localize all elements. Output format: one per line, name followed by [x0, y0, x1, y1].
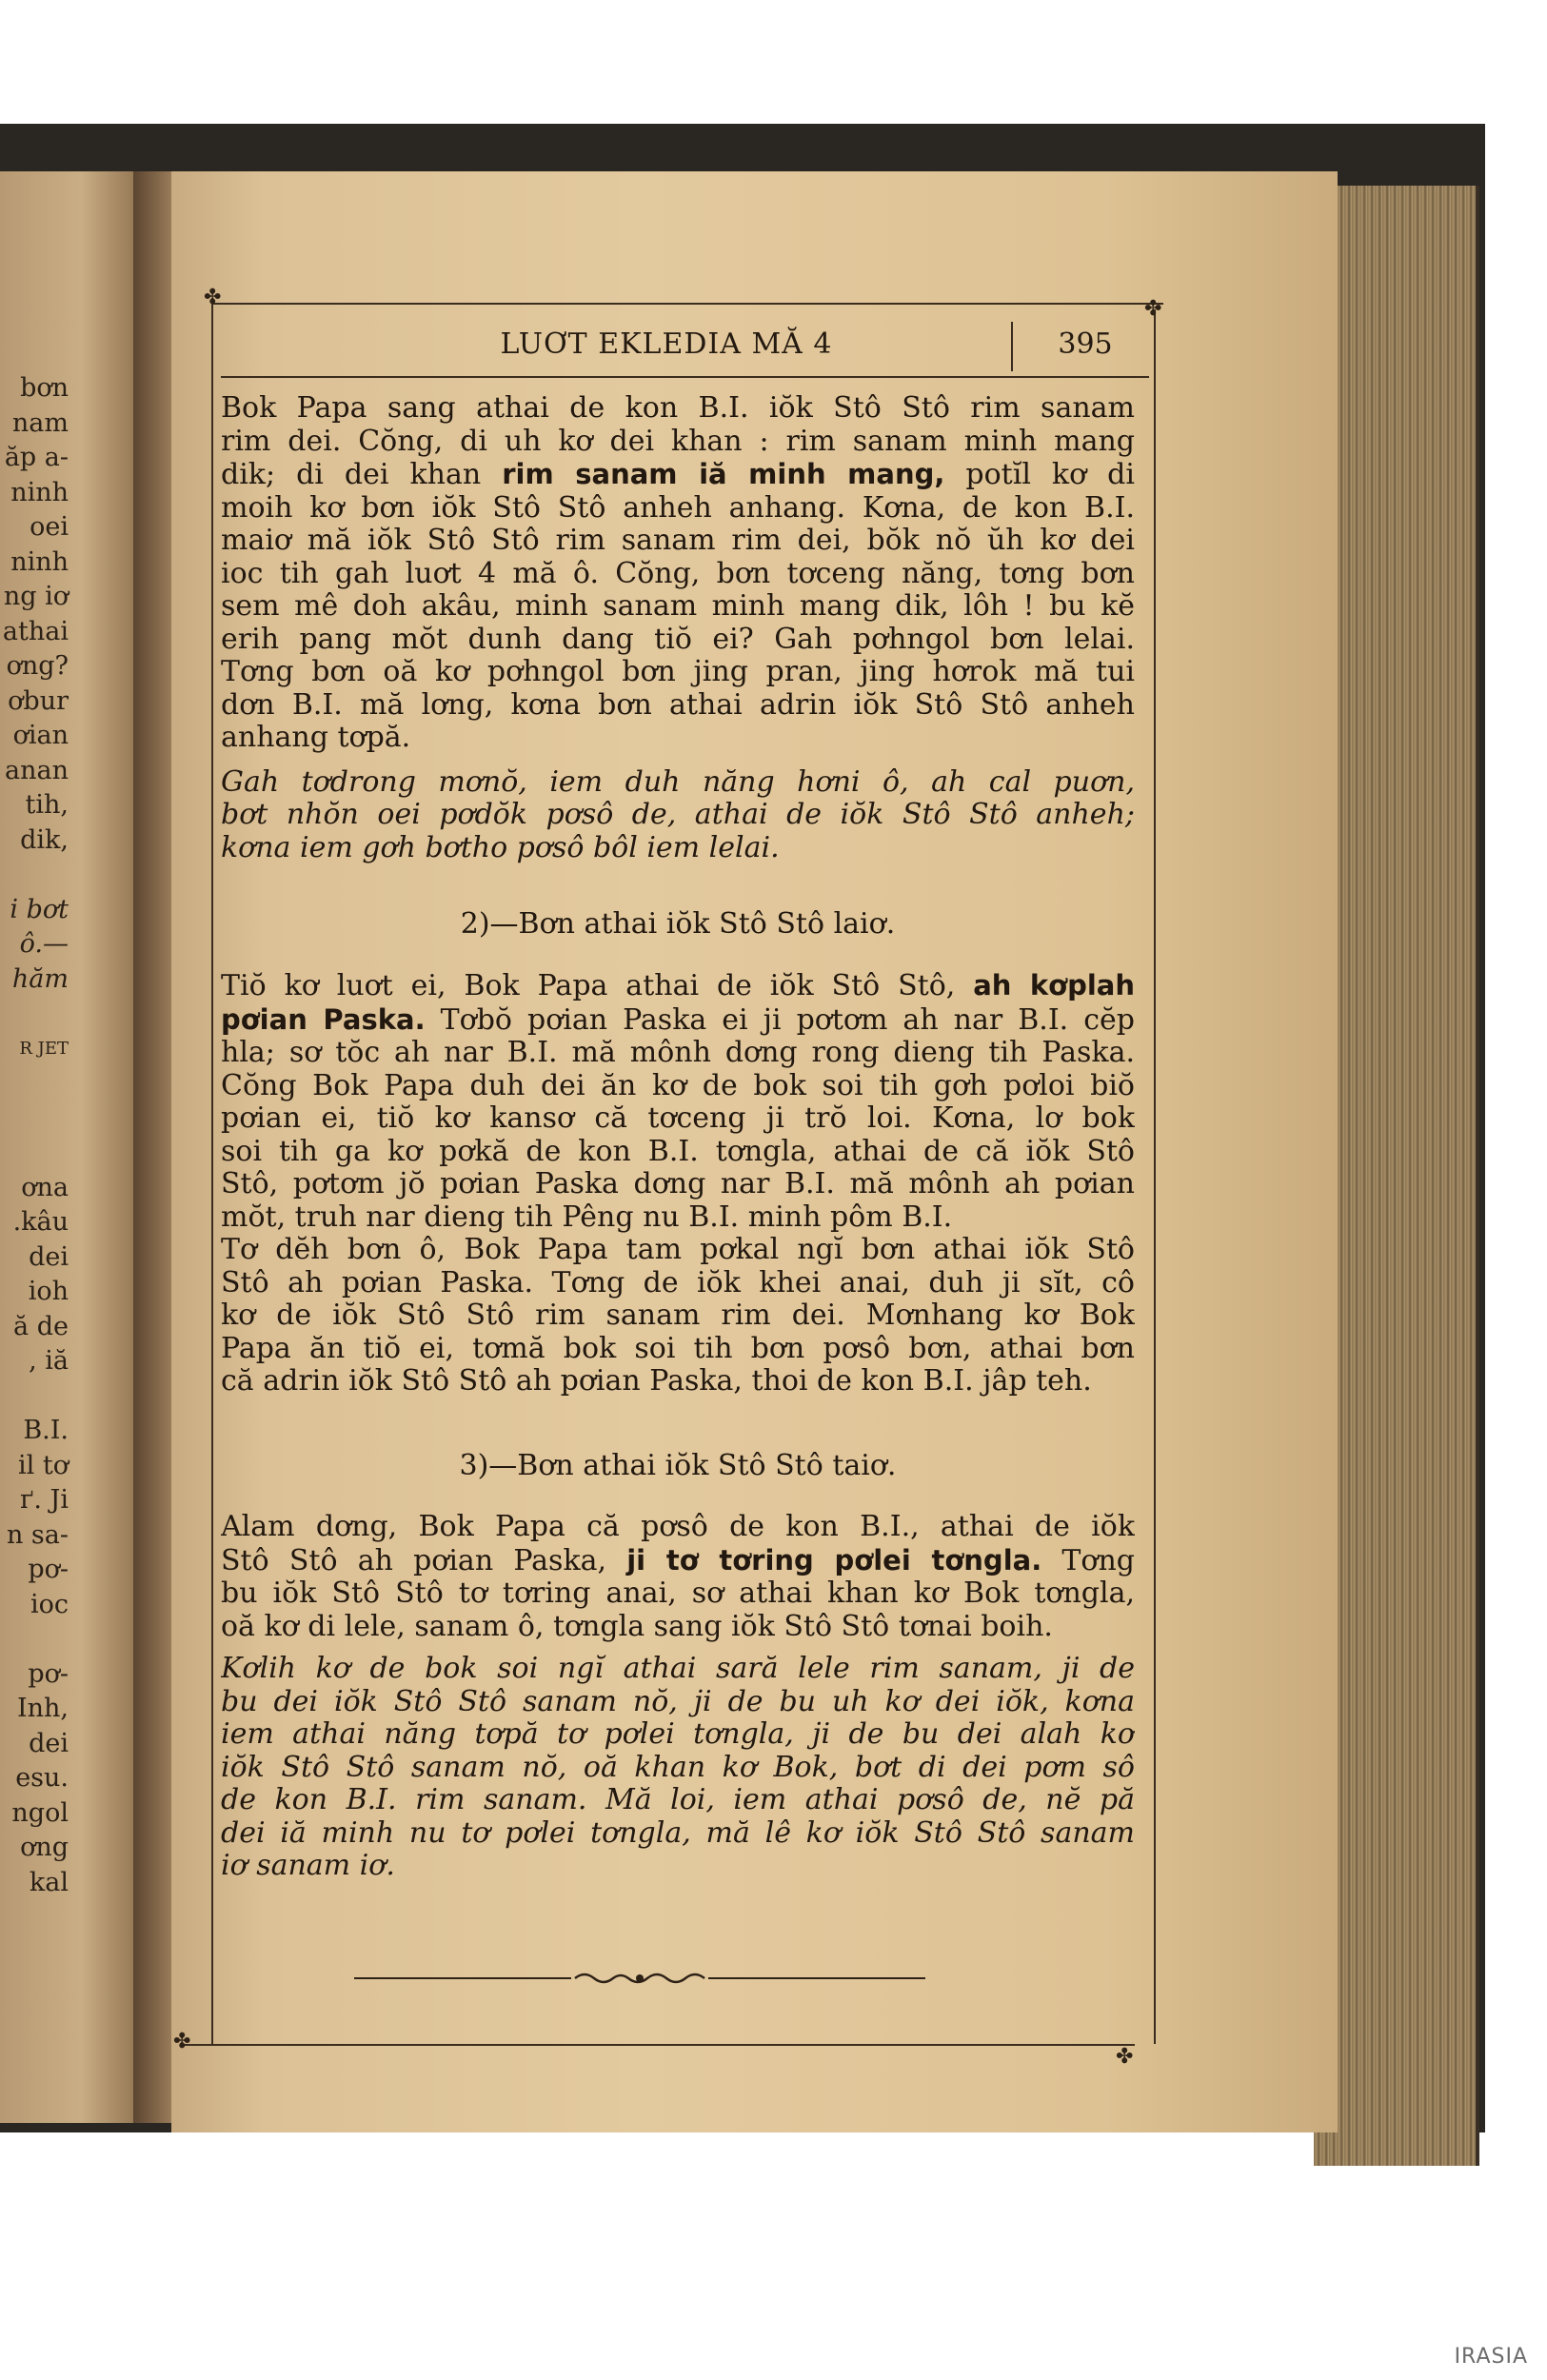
left-page-fragment [0, 1379, 69, 1415]
left-page-fragment: i bơt [10, 894, 69, 924]
text-line: Papa ăn tiŏ ei, tơmă bok soi tih bơn pơsô bơn, athai bơn [221, 1332, 1135, 1365]
text-line: dik; di dei khan rim sanam iă minh mang, potĭl kơ di [221, 458, 1135, 491]
fleuron-divider [354, 1972, 925, 1985]
left-page-fragment: ninh [10, 546, 69, 577]
text-line: soi tih ga kơ pơkă de kon B.I. tơngla, athai de că iŏk Stô [221, 1135, 1135, 1168]
opening-paragraphs [221, 392, 1135, 864]
watermark: IRASIA [1454, 2345, 1528, 2369]
corner-ornament: ✤ [1116, 2045, 1134, 2069]
left-page-fragment: ơng? [6, 651, 69, 681]
text-line: Stô, pơtơm jŏ pơian Paska dơng nar B.I. mă mônh ah pơian [221, 1168, 1135, 1200]
text-line: Tơng bơn oă kơ pơhngol bơn jing pran, jing hơrok mă tui [221, 656, 1135, 688]
text-line: Tiŏ kơ luơt ei, Bok Papa athai de iŏk Stô Stô, ah kơplah [221, 969, 1135, 1002]
text-line: Stô ah pơian Paska. Tơng de iŏk khei anai, duh ji sĭt, cô [221, 1266, 1135, 1299]
left-page-fragment: ă de [13, 1311, 69, 1341]
left-page-fragment: il tơ [18, 1450, 69, 1480]
left-page-fragment [0, 1136, 69, 1171]
left-page-fragment [0, 997, 69, 1032]
left-page-fragment: , iă [29, 1346, 69, 1376]
left-page-fragment [0, 1066, 69, 1101]
paragraph [221, 1511, 1135, 1643]
left-page-fragment [0, 1101, 69, 1137]
text-line: moih kơ bơn iŏk Stô Stô anheh anhang. Kơna, de kon B.I. [221, 491, 1135, 525]
left-page-fragment: nam [11, 407, 69, 438]
left-page-fragment: bơn [20, 373, 69, 403]
left-page-fragment: ngol [11, 1797, 69, 1828]
header-rule [221, 376, 1149, 378]
text-line: mŏt, truh nar dieng tih Pêng nu B.I. minh pôm B.I. [221, 1200, 953, 1234]
text-line: Alam dơng, Bok Papa că pơsô de kon B.I., athai de iŏk [221, 1511, 1135, 1543]
text-line: că adrin iŏk Stô Stô ah pơian Paska, thoi de kon B.I. jâp teh. [221, 1365, 1092, 1398]
text-line: Cŏng Bok Papa duh dei ăn kơ de bok soi tih gơh pơloi biŏ [221, 1069, 1135, 1102]
text-line: oă kơ di lele, sanam ô, tơngla sang iŏk Stô Stô tơnai boih. [221, 1610, 1053, 1643]
left-page-fragment: dei [29, 1728, 69, 1758]
left-page-fragment: B.I. [23, 1416, 69, 1445]
text-line: anhang tơpă. [221, 722, 411, 754]
left-page-fragment: hăm [11, 963, 69, 994]
left-page-fragment: ng iơ [3, 582, 69, 611]
left-page-fragment: tih, [25, 790, 69, 820]
frame-rule-bottom [183, 2044, 1135, 2046]
left-page-fragment: ăp a- [4, 443, 69, 472]
text-line: iơ sanam iơ. [221, 1850, 395, 1882]
left-page-fragment: dik, [20, 824, 69, 855]
italic-paragraph [221, 1653, 1135, 1883]
text-line: de kon B.I. rim sanam. Mă loi, iem athai pơsô de, nĕ pă [221, 1784, 1135, 1816]
paragraph [221, 392, 1135, 755]
text-line: hla; sơ tŏc ah nar B.I. mă mônh dơng rong dieng tih Paska. [221, 1037, 1135, 1069]
text-line: kơ de iŏk Stô Stô rim sanam rim dei. Mơnhang kơ Bok [221, 1299, 1135, 1332]
section-3-body [221, 1511, 1135, 1883]
frame-rule-top [211, 303, 1163, 305]
paragraph [221, 969, 1135, 1234]
text-line: pơian ei, tiŏ kơ kansơ că tơceng ji trŏ loi. Kơna, lơ bok [221, 1102, 1135, 1135]
left-page-fragment [0, 1622, 69, 1657]
corner-ornament: ✤ [204, 286, 222, 309]
text-line: kơna iem gơh bơtho pơsô bôl iem lelai. [221, 831, 780, 864]
left-page-fragment: ô.— [19, 929, 69, 959]
left-page-fragment: anan [5, 755, 69, 785]
text-line: dei iă minh nu tơ pơlei tơngla, mă lê kơ iŏk Stô Stô sanam [221, 1816, 1135, 1850]
text-line: Stô Stô ah pơian Paska, ji tơ tơring pơlei tơngla. Tơng [221, 1543, 1135, 1577]
left-page-fragment: dei [29, 1241, 69, 1272]
text-line: Bok Papa sang athai de kon B.I. iŏk Stô Stô rim sanam [221, 392, 1135, 425]
left-page-fragment: pơ- [28, 1555, 69, 1584]
left-page-fragment: oei [30, 512, 69, 542]
left-page-fragment: athai [2, 616, 69, 646]
corner-ornament: ✤ [1144, 297, 1162, 321]
section-2-body [221, 969, 1135, 1398]
text-line: Tơ dĕh bơn ô, Bok Papa tam pơkal ngĭ bơn athai iŏk Stô [221, 1234, 1135, 1266]
frame-rule-left [211, 303, 213, 2045]
text-line: iem athai năng tơpă tơ pơlei tơngla, ji de bu dei alah kơ [221, 1718, 1135, 1751]
left-page-fragment: Inh, [16, 1694, 69, 1723]
paragraph [221, 1234, 1135, 1398]
text-line: ioc tih gah luơt 4 mă ô. Cŏng, bơn tơceng năng, tơng bơn [221, 557, 1135, 590]
page-number: 395 [1058, 327, 1113, 361]
left-page-fragment [0, 858, 69, 893]
text-line: sem mê doh akâu, minh sanam minh mang dik, lôh ! bu kĕ [221, 590, 1135, 623]
section-heading-3: 3)—Bơn athai iŏk Stô Stô taiơ. [459, 1449, 897, 1482]
page-edges [1314, 186, 1479, 2166]
left-page-fragment: pơ- [28, 1658, 69, 1689]
left-page-fragment: esu. [15, 1763, 69, 1793]
text-line: rim dei. Cŏng, di uh kơ dei khan : rim sanam minh mang [221, 425, 1135, 458]
text-line: pơian Paska. Tơbŏ pơian Paska ei ji pơtơm ah nar B.I. cĕp [221, 1002, 1135, 1037]
text-line: bu iŏk Stô Stô tơ tơring anai, sơ athai khan kơ Bok tơngla, [221, 1577, 1135, 1610]
left-page-text-fragments [0, 371, 69, 1900]
text-line: Kơlih kơ de bok soi ngĭ athai sară lele rim sanam, ji de [221, 1653, 1135, 1685]
text-line: iŏk Stô Stô sanam nŏ, oă khan kơ Bok, bơt di dei pơm sô [221, 1751, 1135, 1784]
left-page-fragment: ґ. Ji [20, 1485, 69, 1515]
text-line: Gah tơdrong mơnŏ, iem duh năng hơni ô, ah cal puơn, [221, 765, 1135, 799]
left-page-fragment: ioh [28, 1277, 69, 1306]
text-line: maiơ mă iŏk Stô Stô rim sanam rim dei, bŏk nŏ ŭh kơ dei [221, 525, 1135, 557]
left-page-fragment: kal [29, 1867, 69, 1897]
frame-rule-right [1154, 309, 1156, 2044]
left-page-fragment: ơian [12, 721, 69, 750]
left-page-fragment: n sa- [6, 1519, 69, 1550]
running-head: LUƠT EKLEDIA MĂ 4 [500, 327, 833, 361]
left-page-fragment: ninh [10, 477, 69, 507]
left-page-fragment: ioc [30, 1589, 69, 1619]
italic-paragraph [221, 766, 1135, 865]
left-page-fragment: .kâu [12, 1207, 69, 1237]
header-separator [1011, 322, 1013, 371]
text-line: bơt nhŏn oei pơdŏk pơsô de, athai de iŏk Stô Stô anheh; [221, 799, 1135, 831]
text-line: bu dei iŏk Stô Stô sanam nŏ, ji de bu uh kơ dei iŏk, kơna [221, 1685, 1135, 1718]
left-page-fragment: ơbur [8, 685, 69, 716]
left-page-fragment: ơng [20, 1833, 69, 1862]
left-page-fragment: R JET [19, 1038, 69, 1059]
text-line: dơn B.I. mă lơng, kơna bơn athai adrin iŏk Stô Stô anheh [221, 688, 1135, 722]
section-heading-2: 2)—Bơn athai iŏk Stô Stô laiơ. [460, 907, 896, 941]
corner-ornament: ✤ [173, 2030, 191, 2053]
text-line: erih pang mŏt dunh dang tiŏ ei? Gah pơhngol bơn lelai. [221, 623, 1135, 656]
left-page-fragment: ơna [21, 1172, 69, 1202]
